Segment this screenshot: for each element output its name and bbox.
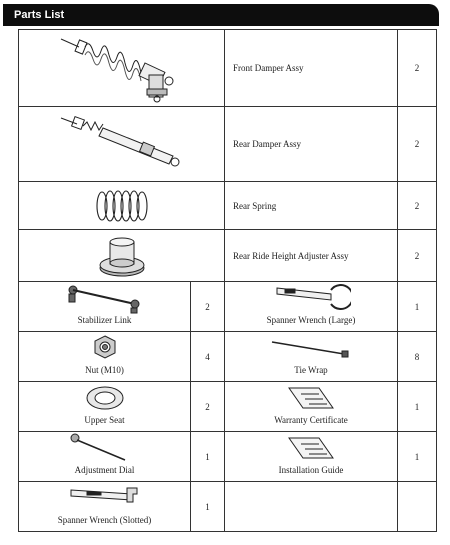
part-qty: 2 [398, 30, 437, 107]
part-name: Adjustment Dial [74, 465, 135, 475]
part-qty: 1 [398, 282, 437, 332]
empty-qty-cell [398, 482, 437, 532]
part-qty: 2 [191, 282, 225, 332]
part-qty: 1 [191, 432, 225, 482]
ride-height-adjuster-icon [97, 234, 147, 278]
header-title: Parts List [14, 9, 65, 21]
part-qty: 4 [191, 332, 225, 382]
tie-wrap-icon [266, 332, 356, 364]
spanner-wrench-large-icon [271, 282, 351, 314]
parts-table [18, 29, 437, 532]
part-image-cell [19, 182, 225, 230]
table-row [19, 107, 437, 182]
table-row [19, 482, 437, 532]
parts-list-header [3, 4, 439, 26]
part-name: Stabilizer Link [77, 315, 132, 325]
part-image-cell [19, 432, 191, 482]
table-row [19, 282, 437, 332]
upper-seat-icon [80, 382, 130, 414]
stabilizer-link-icon [65, 282, 145, 314]
part-qty: 2 [398, 182, 437, 230]
part-name: Rear Damper Assy [225, 107, 398, 182]
part-name: Rear Ride Height Adjuster Assy [225, 230, 398, 282]
part-image-cell [225, 332, 398, 382]
part-name: Tie Wrap [294, 365, 328, 375]
part-image-cell [19, 382, 191, 432]
part-image-cell [19, 107, 225, 182]
table-row [19, 382, 437, 432]
part-qty: 2 [398, 107, 437, 182]
nut-icon [90, 332, 120, 364]
empty-cell [225, 482, 398, 532]
part-name: Spanner Wrench (Slotted) [57, 515, 152, 525]
part-qty: 8 [398, 332, 437, 382]
part-image-cell [19, 30, 225, 107]
part-name: Front Damper Assy [225, 30, 398, 107]
front-damper-icon [57, 33, 187, 103]
part-image-cell [225, 282, 398, 332]
part-qty: 2 [398, 230, 437, 282]
table-row [19, 332, 437, 382]
guide-icon [281, 432, 341, 464]
table-row [19, 230, 437, 282]
part-qty: 1 [191, 482, 225, 532]
part-qty: 1 [398, 432, 437, 482]
table-row [19, 432, 437, 482]
part-name: Warranty Certificate [274, 415, 348, 425]
table-row [19, 182, 437, 230]
part-name: Installation Guide [278, 465, 344, 475]
table-row [19, 30, 437, 107]
part-image-cell [19, 230, 225, 282]
part-image-cell [19, 282, 191, 332]
part-name: Nut (M10) [85, 365, 124, 375]
part-image-cell [19, 332, 191, 382]
part-name: Upper Seat [84, 415, 125, 425]
coil-spring-icon [92, 186, 152, 226]
part-image-cell [225, 432, 398, 482]
part-qty: 1 [398, 382, 437, 432]
part-qty: 2 [191, 382, 225, 432]
spanner-wrench-slotted-icon [65, 482, 145, 514]
part-image-cell [19, 482, 191, 532]
certificate-icon [281, 382, 341, 414]
part-image-cell [225, 382, 398, 432]
rear-damper-icon [57, 114, 187, 174]
adjustment-dial-icon [65, 432, 145, 464]
part-name: Rear Spring [225, 182, 398, 230]
part-name: Spanner Wrench (Large) [266, 315, 356, 325]
